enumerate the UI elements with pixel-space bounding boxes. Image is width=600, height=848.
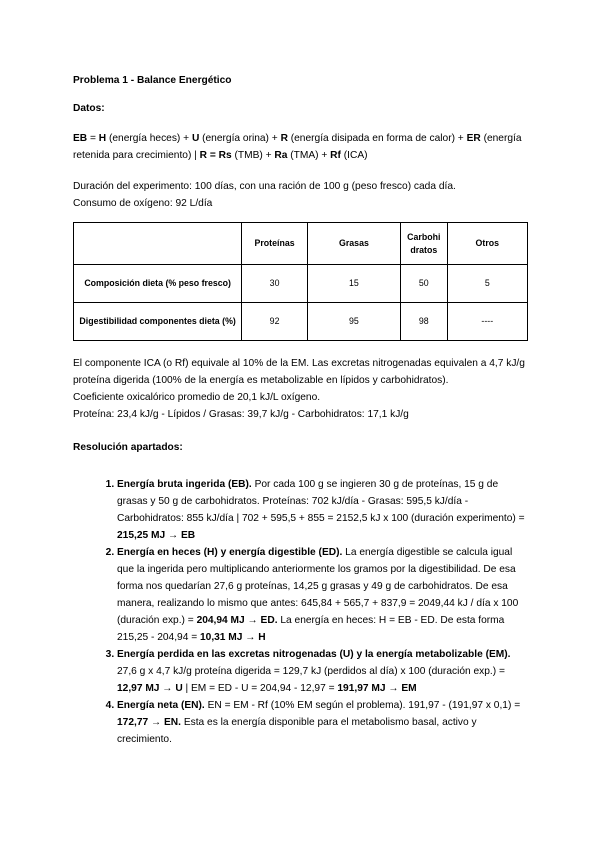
eq-eb: EB xyxy=(73,133,88,144)
eq-ra: Ra xyxy=(274,150,288,161)
table-header-cell: Grasas xyxy=(307,223,400,265)
table-cell: 5 xyxy=(447,265,527,303)
note-energy-values: Proteína: 23,4 kJ/g - Lípidos / Grasas: 39,7 kJ/g - Carbohidratos: 17,1 kJ/g xyxy=(73,409,409,420)
oxygen-line: Consumo de oxígeno: 92 L/día xyxy=(73,198,213,209)
item-result: 10,31 MJ → H xyxy=(199,632,266,643)
note-oxycaloric: Coeficiente oxicalórico promedio de 20,1 kJ/L oxígeno. xyxy=(73,392,321,403)
eq-text: (TMB) + xyxy=(231,150,275,161)
eq-r-rs: R = Rs xyxy=(199,150,232,161)
list-item xyxy=(117,476,528,544)
document-page xyxy=(73,72,528,748)
item-text: 27,6 g x 4,7 kJ/g proteína digerida = 129,7 kJ (perdidos al día) x 100 (duración exp.) = xyxy=(117,666,505,677)
table-row xyxy=(74,265,528,303)
item-text: La energía en heces: H = EB - ED. De esta forma 215,25 - 204,94 = xyxy=(117,615,505,643)
page-title: Problema 1 - Balance Energético xyxy=(73,75,232,86)
resolution-list xyxy=(73,476,528,748)
item-result: 12,97 MJ → U xyxy=(117,683,183,694)
item-text: | EM = ED - U = 204,94 - 12,97 = xyxy=(182,683,338,694)
table-row-label: Digestibilidad componentes dieta (%) xyxy=(74,303,242,341)
energy-equation xyxy=(73,130,528,164)
list-item xyxy=(117,646,528,697)
item-result: 215,25 MJ → EB xyxy=(117,530,196,541)
eq-text: (energía orina) + xyxy=(199,133,281,144)
eq-text: (energía retenida para crecimiento) | xyxy=(73,133,522,161)
table-header-cell: Otros xyxy=(447,223,527,265)
eq-u: U xyxy=(191,133,200,144)
eq-rf: Rf xyxy=(330,150,341,161)
table-header-cell xyxy=(74,223,242,265)
list-item xyxy=(117,697,528,748)
duration-line: Duración del experimento: 100 días, con una ración de 100 g (peso fresco) cada día. xyxy=(73,181,456,192)
diet-table xyxy=(73,222,528,341)
item-result: 191,97 MJ → EM xyxy=(337,683,417,694)
resolution-heading: Resolución apartados: xyxy=(73,442,183,453)
list-item xyxy=(117,544,528,646)
table-cell: ---- xyxy=(447,303,527,341)
item-lead: Energía en heces (H) y energía digestible (ED). xyxy=(117,547,343,558)
item-result: 204,94 MJ → ED. xyxy=(196,615,278,626)
item-text: EN = EM - Rf (10% EM según el problema). 191,97 - (191,97 x 0,1) = xyxy=(204,700,521,711)
eq-text: (ICA) xyxy=(340,150,368,161)
datos-heading: Datos: xyxy=(73,103,105,114)
table-header-row xyxy=(74,223,528,265)
table-cell: 30 xyxy=(242,265,308,303)
item-text: Por cada 100 g se ingieren 30 g de proteínas, 15 g de grasas y 50 g de carbohidratos. Proteínas: 702 kJ/día - Grasas: 595,5 kJ/día - Carbohidratos: 855 kJ/día | 702 + 595,5 + 855 = 2152,5 kJ x 100 (duración experimento) = xyxy=(117,479,525,524)
item-lead: Energía bruta ingerida (EB). xyxy=(117,479,252,490)
table-row-label: Composición dieta (% peso fresco) xyxy=(74,265,242,303)
eq-text: (energía heces) + xyxy=(106,133,192,144)
eq-h: H xyxy=(98,133,107,144)
item-lead: Energía neta (EN). xyxy=(117,700,205,711)
eq-text: (energía disipada en forma de calor) + xyxy=(287,133,467,144)
table-header-cell: Proteínas xyxy=(242,223,308,265)
item-text: La energía digestible se calcula igual que la ingerida pero multiplicando anteriormente los gramos por la digestibilidad. De esa forma nos quedarían 27,6 g proteínas, 14,25 g grasas y 49 g de carbohidratos. De esa manera, realizando lo mismo que antes: 645,84 + 565,7 + 837,9 = 2049,44 kJ / día x 100 (duración exp.) = xyxy=(117,547,519,626)
table-header-cell: Carbohi dratos xyxy=(401,223,448,265)
eq-text: = xyxy=(87,133,99,144)
eq-text: (TMA) + xyxy=(287,150,331,161)
note-ica: El componente ICA (o Rf) equivale al 10% de la EM. Las excretas nitrogenadas equivalen a 4,7 kJ/g proteína digerida (100% de la energía es metabolizable en lípidos y carbohidratos). xyxy=(73,358,525,386)
item-text: Esta es la energía disponible para el metabolismo basal, activo y crecimiento. xyxy=(117,717,477,745)
table-cell: 15 xyxy=(307,265,400,303)
table-cell: 95 xyxy=(307,303,400,341)
item-lead: Energía perdida en las excretas nitrogenadas (U) y la energía metabolizable (EM). xyxy=(117,649,511,660)
eq-er: ER xyxy=(466,133,481,144)
table-cell: 92 xyxy=(242,303,308,341)
item-result: 172,77 → EN. xyxy=(117,717,181,728)
table-cell: 98 xyxy=(401,303,448,341)
eq-r: R xyxy=(280,133,288,144)
table-row xyxy=(74,303,528,341)
table-cell: 50 xyxy=(401,265,448,303)
